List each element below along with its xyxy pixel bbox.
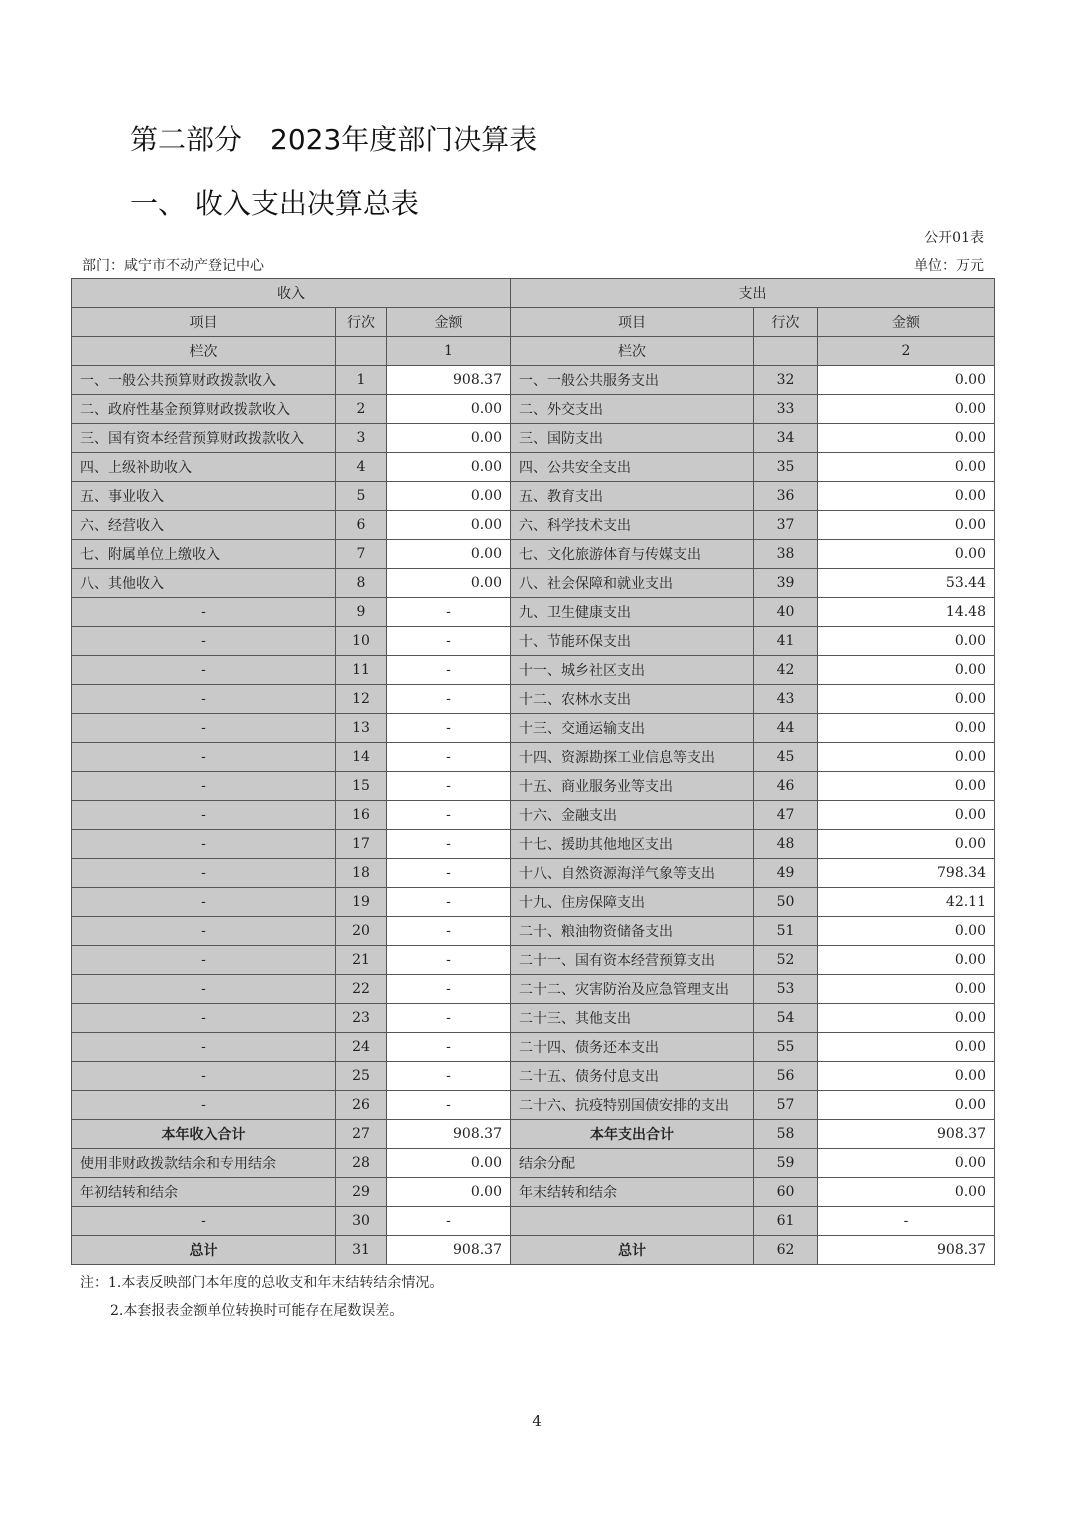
column-number-row (72, 337, 995, 366)
income-line-cell: 7 (336, 540, 387, 569)
expense-item-cell: 二十四、债务还本支出 (511, 1033, 754, 1062)
income-amount-cell: 0.00 (387, 1178, 511, 1207)
table-row (72, 424, 995, 453)
income-amount-cell: 0.00 (387, 424, 511, 453)
income-amount-cell: - (387, 685, 511, 714)
expense-amount-cell: 0.00 (818, 743, 995, 772)
income-amount-cell: - (387, 1033, 511, 1062)
expense-amount-cell: 0.00 (818, 1149, 995, 1178)
col-line-header: 行次 (336, 308, 387, 337)
income-line-cell: 26 (336, 1091, 387, 1120)
income-item-cell: - (72, 1004, 336, 1033)
group-header-row (72, 279, 995, 308)
table-row (72, 772, 995, 801)
expense-item-cell: 十七、援助其他地区支出 (511, 830, 754, 859)
subtotal-row (72, 1120, 995, 1149)
table-row (72, 569, 995, 598)
expense-amount-cell: 0.00 (818, 685, 995, 714)
income-amount-cell: 0.00 (387, 453, 511, 482)
expense-line-cell: 52 (754, 946, 818, 975)
expense-line-cell: 35 (754, 453, 818, 482)
income-line-cell: 3 (336, 424, 387, 453)
income-line-cell: 11 (336, 656, 387, 685)
table-row (72, 540, 995, 569)
section-title: 一、 收入支出决算总表 (130, 187, 419, 220)
income-line-cell: 15 (336, 772, 387, 801)
expense-item-cell: 三、国防支出 (511, 424, 754, 453)
income-line-cell: 28 (336, 1149, 387, 1178)
income-line-cell: 16 (336, 801, 387, 830)
expense-amount-cell: - (818, 1207, 995, 1236)
expense-amount-cell: 0.00 (818, 424, 995, 453)
income-item-cell: 四、上级补助收入 (72, 453, 336, 482)
expense-item-cell: 本年支出合计 (511, 1120, 754, 1149)
income-item-cell: 五、事业收入 (72, 482, 336, 511)
expense-line-cell: 46 (754, 772, 818, 801)
expense-amount-cell: 0.00 (818, 801, 995, 830)
income-line-cell: 20 (336, 917, 387, 946)
income-item-cell: - (72, 917, 336, 946)
income-amount-cell: - (387, 801, 511, 830)
income-line-cell: 29 (336, 1178, 387, 1207)
income-item-cell: 年初结转和结余 (72, 1178, 336, 1207)
page-title: 第二部分 2023年度部门决算表 (130, 123, 538, 156)
income-amount-cell: - (387, 1062, 511, 1091)
table-row (72, 1004, 995, 1033)
income-amount-cell: 0.00 (387, 1149, 511, 1178)
income-amount-cell: - (387, 975, 511, 1004)
income-line-cell: 23 (336, 1004, 387, 1033)
col-item-header-right: 项目 (511, 308, 754, 337)
unit-label: 单位：万元 (914, 258, 984, 274)
income-amount-cell: 0.00 (387, 511, 511, 540)
col-number-empty-right (754, 337, 818, 366)
expense-item-cell: 二、外交支出 (511, 395, 754, 424)
income-amount-cell: - (387, 1091, 511, 1120)
table-row (72, 859, 995, 888)
income-amount-cell: - (387, 888, 511, 917)
expense-amount-cell: 0.00 (818, 772, 995, 801)
expense-amount-cell: 0.00 (818, 540, 995, 569)
income-amount-cell: - (387, 772, 511, 801)
expense-item-cell: 十、节能环保支出 (511, 627, 754, 656)
expense-line-cell: 60 (754, 1178, 818, 1207)
expense-line-cell: 53 (754, 975, 818, 1004)
expense-amount-cell: 42.11 (818, 888, 995, 917)
expense-line-cell: 42 (754, 656, 818, 685)
expense-item-cell: 二十五、债务付息支出 (511, 1062, 754, 1091)
table-row (72, 511, 995, 540)
income-item-cell: - (72, 888, 336, 917)
table-row (72, 453, 995, 482)
income-amount-cell: - (387, 1004, 511, 1033)
table-row (72, 1091, 995, 1120)
expense-item-cell: 二十、粮油物资储备支出 (511, 917, 754, 946)
income-amount-cell: - (387, 656, 511, 685)
expense-item-cell: 十五、商业服务业等支出 (511, 772, 754, 801)
income-amount-cell: - (387, 714, 511, 743)
expense-line-cell: 38 (754, 540, 818, 569)
expense-line-cell: 51 (754, 917, 818, 946)
income-line-cell: 13 (336, 714, 387, 743)
expense-amount-cell: 0.00 (818, 917, 995, 946)
expense-item-cell: 十一、城乡社区支出 (511, 656, 754, 685)
income-line-cell: 21 (336, 946, 387, 975)
expense-line-cell: 61 (754, 1207, 818, 1236)
expense-amount-cell: 0.00 (818, 975, 995, 1004)
expense-item-cell: 四、公共安全支出 (511, 453, 754, 482)
expense-amount-cell: 0.00 (818, 1033, 995, 1062)
income-line-cell: 30 (336, 1207, 387, 1236)
expense-line-cell: 48 (754, 830, 818, 859)
table-row (72, 395, 995, 424)
income-line-cell: 17 (336, 830, 387, 859)
income-line-cell: 12 (336, 685, 387, 714)
expense-item-cell: 六、科学技术支出 (511, 511, 754, 540)
expense-amount-cell: 0.00 (818, 1091, 995, 1120)
expense-amount-cell: 0.00 (818, 1004, 995, 1033)
expense-line-cell: 36 (754, 482, 818, 511)
income-amount-cell: - (387, 917, 511, 946)
col-amount-header-right: 金额 (818, 308, 995, 337)
expense-line-cell: 34 (754, 424, 818, 453)
expense-line-cell: 44 (754, 714, 818, 743)
expense-line-cell: 41 (754, 627, 818, 656)
table-row (72, 1149, 995, 1178)
expense-amount-cell: 0.00 (818, 511, 995, 540)
expense-amount-cell: 53.44 (818, 569, 995, 598)
expense-item-cell: 年末结转和结余 (511, 1178, 754, 1207)
income-line-cell: 31 (336, 1236, 387, 1265)
income-amount-cell: 0.00 (387, 395, 511, 424)
income-item-cell: - (72, 1207, 336, 1236)
expense-amount-cell: 0.00 (818, 714, 995, 743)
expense-amount-cell: 0.00 (818, 656, 995, 685)
expense-item-cell: 二十二、灾害防治及应急管理支出 (511, 975, 754, 1004)
expense-amount-cell: 0.00 (818, 627, 995, 656)
table-row (72, 366, 995, 395)
income-item-cell: - (72, 1091, 336, 1120)
income-item-cell: - (72, 801, 336, 830)
income-item-cell: - (72, 1062, 336, 1091)
expense-item-cell: 五、教育支出 (511, 482, 754, 511)
table-row (72, 714, 995, 743)
expense-amount-cell: 0.00 (818, 453, 995, 482)
expense-amount-cell: 0.00 (818, 830, 995, 859)
department-label: 部门：咸宁市不动产登记中心 (82, 258, 264, 274)
expense-amount-cell: 908.37 (818, 1236, 995, 1265)
income-item-cell: 六、经营收入 (72, 511, 336, 540)
expense-line-cell: 39 (754, 569, 818, 598)
table-row (72, 1062, 995, 1091)
expense-item-cell: 八、社会保障和就业支出 (511, 569, 754, 598)
income-line-cell: 6 (336, 511, 387, 540)
table-row (72, 482, 995, 511)
expense-line-cell: 33 (754, 395, 818, 424)
group-income-header: 收入 (72, 279, 511, 308)
income-amount-cell: 0.00 (387, 569, 511, 598)
expense-amount-cell: 0.00 (818, 482, 995, 511)
expense-item-cell: 十二、农林水支出 (511, 685, 754, 714)
income-line-cell: 1 (336, 366, 387, 395)
income-line-cell: 8 (336, 569, 387, 598)
expense-line-cell: 56 (754, 1062, 818, 1091)
income-line-cell: 10 (336, 627, 387, 656)
expense-amount-cell: 0.00 (818, 395, 995, 424)
expense-item-cell: 九、卫生健康支出 (511, 598, 754, 627)
income-item-cell: - (72, 685, 336, 714)
income-line-cell: 9 (336, 598, 387, 627)
income-item-cell: - (72, 772, 336, 801)
income-amount-cell: - (387, 627, 511, 656)
expense-line-cell: 49 (754, 859, 818, 888)
table-row (72, 743, 995, 772)
expense-amount-cell: 14.48 (818, 598, 995, 627)
col-line-header-right: 行次 (754, 308, 818, 337)
expense-item-cell: 二十六、抗疫特别国债安排的支出 (511, 1091, 754, 1120)
expense-amount-cell: 0.00 (818, 366, 995, 395)
income-line-cell: 5 (336, 482, 387, 511)
page-number: 4 (532, 1412, 542, 1430)
income-amount-cell: - (387, 859, 511, 888)
income-item-cell: - (72, 656, 336, 685)
income-amount-cell: - (387, 1207, 511, 1236)
income-item-cell: - (72, 598, 336, 627)
income-item-cell: 七、附属单位上缴收入 (72, 540, 336, 569)
col-number-label-right: 栏次 (511, 337, 754, 366)
col-item-header: 项目 (72, 308, 336, 337)
income-amount-cell: - (387, 743, 511, 772)
note-1: 注：1.本表反映部门本年度的总收支和年末结转结余情况。 (80, 1275, 444, 1291)
expense-line-cell: 37 (754, 511, 818, 540)
col-number-empty (336, 337, 387, 366)
table-row (72, 801, 995, 830)
expense-line-cell: 40 (754, 598, 818, 627)
expense-line-cell: 57 (754, 1091, 818, 1120)
col-number-label: 栏次 (72, 337, 336, 366)
income-expense-table (71, 278, 995, 1265)
expense-item-cell: 二十三、其他支出 (511, 1004, 754, 1033)
income-item-cell: - (72, 714, 336, 743)
income-amount-cell: 908.37 (387, 1120, 511, 1149)
table-row (72, 888, 995, 917)
form-number: 公开01表 (924, 230, 984, 246)
expense-line-cell: 59 (754, 1149, 818, 1178)
income-line-cell: 19 (336, 888, 387, 917)
expense-amount-cell: 0.00 (818, 1178, 995, 1207)
income-amount-cell: - (387, 830, 511, 859)
table-row (72, 946, 995, 975)
income-item-cell: - (72, 743, 336, 772)
income-amount-cell: 0.00 (387, 482, 511, 511)
expense-item-cell: 十四、资源勘探工业信息等支出 (511, 743, 754, 772)
table-row (72, 830, 995, 859)
expense-line-cell: 55 (754, 1033, 818, 1062)
expense-item-cell: 七、文化旅游体育与传媒支出 (511, 540, 754, 569)
income-line-cell: 25 (336, 1062, 387, 1091)
col-number-value: 1 (387, 337, 511, 366)
table-row (72, 627, 995, 656)
table-row (72, 1207, 995, 1236)
income-item-cell: - (72, 859, 336, 888)
expense-amount-cell: 0.00 (818, 946, 995, 975)
income-item-cell: 总计 (72, 1236, 336, 1265)
income-line-cell: 27 (336, 1120, 387, 1149)
expense-item-cell: 十三、交通运输支出 (511, 714, 754, 743)
col-number-value-right: 2 (818, 337, 995, 366)
expense-item-cell: 十八、自然资源海洋气象等支出 (511, 859, 754, 888)
col-amount-header: 金额 (387, 308, 511, 337)
income-line-cell: 22 (336, 975, 387, 1004)
table-row (72, 656, 995, 685)
income-item-cell: - (72, 830, 336, 859)
column-header-row (72, 308, 995, 337)
expense-amount-cell: 798.34 (818, 859, 995, 888)
income-item-cell: 八、其他收入 (72, 569, 336, 598)
expense-line-cell: 32 (754, 366, 818, 395)
income-amount-cell: - (387, 598, 511, 627)
note-2: 2.本套报表金额单位转换时可能存在尾数误差。 (110, 1303, 404, 1319)
expense-line-cell: 62 (754, 1236, 818, 1265)
expense-amount-cell: 908.37 (818, 1120, 995, 1149)
income-amount-cell: 0.00 (387, 540, 511, 569)
income-item-cell: - (72, 975, 336, 1004)
income-amount-cell: 908.37 (387, 1236, 511, 1265)
income-item-cell: 一、一般公共预算财政拨款收入 (72, 366, 336, 395)
income-item-cell: 使用非财政拨款结余和专用结余 (72, 1149, 336, 1178)
table-row (72, 917, 995, 946)
table-row (72, 598, 995, 627)
income-amount-cell: - (387, 946, 511, 975)
table-row (72, 975, 995, 1004)
expense-item-cell: 二十一、国有资本经营预算支出 (511, 946, 754, 975)
income-item-cell: - (72, 946, 336, 975)
expense-item-cell: 十九、住房保障支出 (511, 888, 754, 917)
expense-item-cell: 结余分配 (511, 1149, 754, 1178)
income-item-cell: - (72, 627, 336, 656)
income-item-cell: 本年收入合计 (72, 1120, 336, 1149)
total-row (72, 1236, 995, 1265)
expense-item-cell: 总计 (511, 1236, 754, 1265)
expense-line-cell: 47 (754, 801, 818, 830)
table-row (72, 1033, 995, 1062)
income-item-cell: 二、政府性基金预算财政拨款收入 (72, 395, 336, 424)
income-line-cell: 14 (336, 743, 387, 772)
income-amount-cell: 908.37 (387, 366, 511, 395)
income-item-cell: 三、国有资本经营预算财政拨款收入 (72, 424, 336, 453)
group-expense-header: 支出 (511, 279, 995, 308)
expense-item-cell (511, 1207, 754, 1236)
expense-line-cell: 45 (754, 743, 818, 772)
expense-line-cell: 54 (754, 1004, 818, 1033)
income-line-cell: 4 (336, 453, 387, 482)
expense-amount-cell: 0.00 (818, 1062, 995, 1091)
expense-line-cell: 50 (754, 888, 818, 917)
income-line-cell: 24 (336, 1033, 387, 1062)
expense-item-cell: 一、一般公共服务支出 (511, 366, 754, 395)
income-line-cell: 2 (336, 395, 387, 424)
table-row (72, 685, 995, 714)
income-item-cell: - (72, 1033, 336, 1062)
expense-line-cell: 43 (754, 685, 818, 714)
table-row (72, 1178, 995, 1207)
expense-item-cell: 十六、金融支出 (511, 801, 754, 830)
income-line-cell: 18 (336, 859, 387, 888)
expense-line-cell: 58 (754, 1120, 818, 1149)
